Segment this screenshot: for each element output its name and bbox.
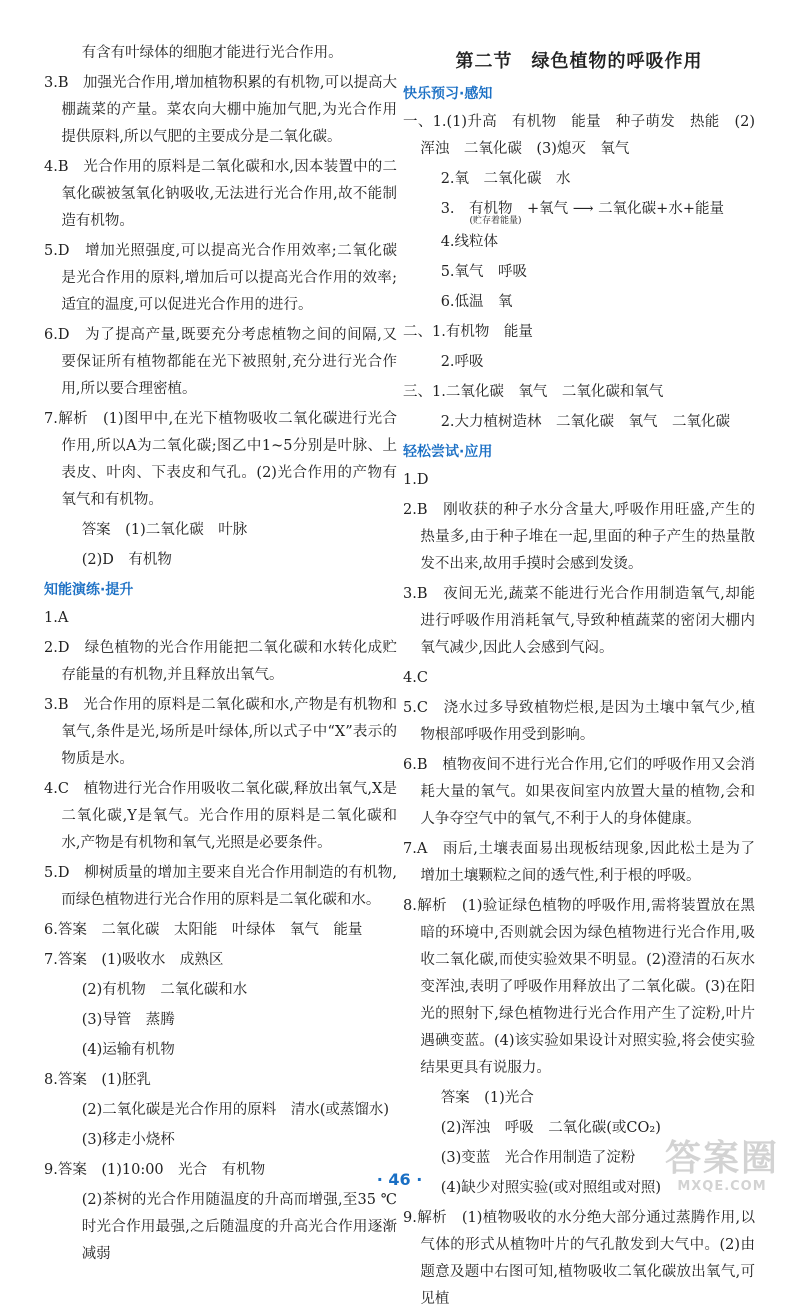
answer-text: (2)有机物 二氧化碳和水 [81,982,248,998]
answer-line [44,154,397,235]
answer-line [44,692,397,773]
section-heading [44,577,397,604]
answer-text: (3)导管 蒸腾 [81,1012,175,1028]
answer-line [403,893,755,1082]
answer-text: 6.答案 二氧化碳 太阳能 叶绿体 氧气 能量 [44,922,363,938]
answer-line [403,379,755,406]
answer-line [44,1127,397,1154]
answer-line [403,665,755,692]
answer-text: 4.线粒体 [440,234,499,250]
watermark-text: 答案圈 [664,1138,779,1179]
section-heading [403,81,755,108]
answer-line [403,581,755,662]
answer-text: 三、1.二氧化碳 氧气 二氧化碳和氧气 [403,384,664,400]
answer-text: (3)变蓝 光合作用制造了淀粉 [440,1150,636,1166]
answer-line [44,238,397,319]
answer-text: 1.A [44,610,69,626]
answer-text: 8.解析 (1)验证绿色植物的呼吸作用,需将装置放在黑暗的环境中,否则就会因为绿色植物进行光合作用,吸收二氧化碳,而使实验效果不明显。(2)澄清的石灰水变浑浊,表明了呼吸作用释放出了二氧化碳。(3)在阳光的照射下,绿色植物进行光合作用产生了淀粉,叶片遇碘变蓝。(4)该实验如果设计对照实验,将会使实验结果更具有说服力。 [403,898,755,1076]
answer-line [44,1097,397,1124]
answer-text: 2.大力植树造林 二氧化碳 氧气 二氧化碳 [440,414,731,430]
answer-text: 9.答案 (1)10:00 光合 有机物 [44,1162,266,1178]
answer-text: 6.低温 氧 [440,294,513,310]
answer-text: 7.解析 (1)图甲中,在光下植物吸收二氧化碳进行光合作用,所以A为二氧化碳;图乙中1~5分别是叶脉、上表皮、叶肉、下表皮和气孔。(2)光合作用的产物有氧气和有机物。 [44,411,397,508]
equation-note: (贮存着能量) [469,216,522,226]
answer-text: 轻松尝试·应用 [403,444,493,460]
answer-line [403,319,755,346]
answer-text: 5.D 柳树质量的增加主要来自光合作用制造的有机物,而绿色植物进行光合作用的原料是二氧化碳和水。 [44,865,397,908]
answer-text: 一、1.(1)升高 有机物 能量 种子萌发 热能 (2)浑浊 二氧化碳 (3)熄灭 氧气 [403,114,755,157]
answer-text: 2.呼吸 [440,354,484,370]
answer-text: 2.氧 二氧化碳 水 [440,171,571,187]
answer-text: 4.C 植物进行光合作用吸收二氧化碳,释放出氧气,X是二氧化碳,Y是氧气。光合作用的原料是二氧化碳和水,产物是有机物和氧气,光照是必要条件。 [44,781,397,851]
right-column [403,40,755,1316]
answer-line [403,467,755,494]
answer-line [403,836,755,890]
answer-text: 4.B 光合作用的原料是二氧化碳和水,因本装置中的二氧化碳被氢氧化钠吸收,无法进行光合作用,故不能制造有机物。 [44,159,397,229]
answer-line [403,229,755,256]
answer-text: (3)移走小烧杯 [81,1132,175,1148]
answer-line [403,109,755,163]
answer-text: (2)茶树的光合作用随温度的升高而增强,至35 ℃时光合作用最强,之后随温度的升高光合作用逐渐减弱 [81,1192,397,1262]
answer-line [44,1067,397,1094]
right-column-body [403,81,755,1313]
answer-text: 知能演练·提升 [44,582,134,598]
section-heading [403,439,755,466]
answer-line [44,1187,397,1268]
answer-text: 快乐预习·感知 [403,86,493,102]
section-title: 第二节 绿色植物的呼吸作用 [455,51,703,72]
answer-line [403,752,755,833]
answer-line [403,166,755,193]
page-number: · 46 · [376,1170,423,1189]
answer-line [44,322,397,403]
answer-text: (2)二氧化碳是光合作用的原料 清水(或蒸馏水) [81,1102,390,1118]
answer-text: 7.答案 (1)吸收水 成熟区 [44,952,224,968]
answer-text: 4.C [403,670,428,686]
answer-line [403,196,755,226]
answer-line [44,605,397,632]
answer-text: 2.D 绿色植物的光合作用能把二氧化碳和水转化成贮存能量的有机物,并且释放出氧气。 [44,640,397,683]
answer-line [403,409,755,436]
watermark-url: MXQE.COM [677,1179,767,1194]
answer-text: 5.C 浇水过多导致植物烂根,是因为土壤中氧气少,植物根部呼吸作用受到影响。 [403,700,755,743]
answer-text: 3. 有机物 +氧气 ⟶ 二氧化碳+水+能量 [440,201,724,217]
answer-text: 二、1.有机物 能量 [403,324,533,340]
answer-line [403,695,755,749]
answer-line [44,1037,397,1064]
answer-line [403,259,755,286]
answer-line [44,947,397,974]
answer-text: 3.B 夜间无光,蔬菜不能进行光合作用制造氧气,却能进行呼吸作用消耗氧气,导致种植蔬菜的密闭大棚内氧气减少,因此人会感到气闷。 [403,586,755,656]
answer-text: 答案 (1)二氧化碳 叶脉 [81,522,248,538]
answer-text: (2)浑浊 呼吸 二氧化碳(或CO₂) [440,1120,661,1136]
answer-line [403,497,755,578]
answer-text: 6.B 植物夜间不进行光合作用,它们的呼吸作用又会消耗大量的氧气。如果夜间室内放置大量的植物,会和人争夺空气中的氧气,不利于人的身体健康。 [403,757,755,827]
answer-text: 1.D [403,472,429,488]
answer-text: 2.B 刚收获的种子水分含量大,呼吸作用旺盛,产生的热量多,由于种子堆在一起,里面的种子产生的热量散发不出来,故用手摸时会感到发烫。 [403,502,755,572]
watermark-logo [665,1139,779,1194]
answer-text: 有含有叶绿体的细胞才能进行光合作用。 [81,45,343,61]
answer-text: 3.B 光合作用的原料是二氧化碳和水,产物是有机物和氧气,条件是光,场所是叶绿体,所以式子中“X”表示的物质是水。 [44,697,397,767]
answer-text: 8.答案 (1)胚乳 [44,1072,151,1088]
answer-text: 5.氧气 呼吸 [440,264,528,280]
answer-line [44,635,397,689]
answer-text: 3.B 加强光合作用,增加植物积累的有机物,可以提高大棚蔬菜的产量。菜农向大棚中施加气肥,为光合作用提供原料,所以气肥的主要成分是二氧化碳。 [44,75,397,145]
answer-line [44,517,397,544]
answer-line [403,289,755,316]
answer-text: (4)缺少对照实验(或对照组或对照) [440,1180,662,1196]
answer-text: 答案 (1)光合 [440,1090,534,1106]
answer-line [44,776,397,857]
answer-line [44,40,397,67]
answer-line [44,1007,397,1034]
answer-line [403,1205,755,1313]
answer-line [44,70,397,151]
answer-text: 5.D 增加光照强度,可以提高光合作用效率;二氧化碳是光合作用的原料,增加后可以提高光合作用的效率;适宜的温度,可以促进光合作用的进行。 [44,243,397,313]
answer-line [44,860,397,914]
answer-line [44,917,397,944]
answer-text: 9.解析 (1)植物吸收的水分绝大部分通过蒸腾作用,以气体的形式从植物叶片的气孔散发到大气中。(2)由题意及题中右图可知,植物吸收二氧化碳放出氧气,可见植 [403,1210,755,1307]
answer-text: 7.A 雨后,土壤表面易出现板结现象,因此松土是为了增加土壤颗粒之间的透气性,利于根的呼吸。 [403,841,755,884]
answer-line [44,977,397,1004]
left-column [44,40,397,1271]
answer-text: (2)D 有机物 [81,552,172,568]
answer-text: 6.D 为了提高产量,既要充分考虑植物之间的间隔,又要保证所有植物都能在光下被照射,充分进行光合作用,所以要合理密植。 [44,327,397,397]
answer-text: (4)运输有机物 [81,1042,175,1058]
answer-line [44,406,397,514]
answer-line [44,547,397,574]
answer-line [403,1085,755,1112]
answer-line [403,349,755,376]
